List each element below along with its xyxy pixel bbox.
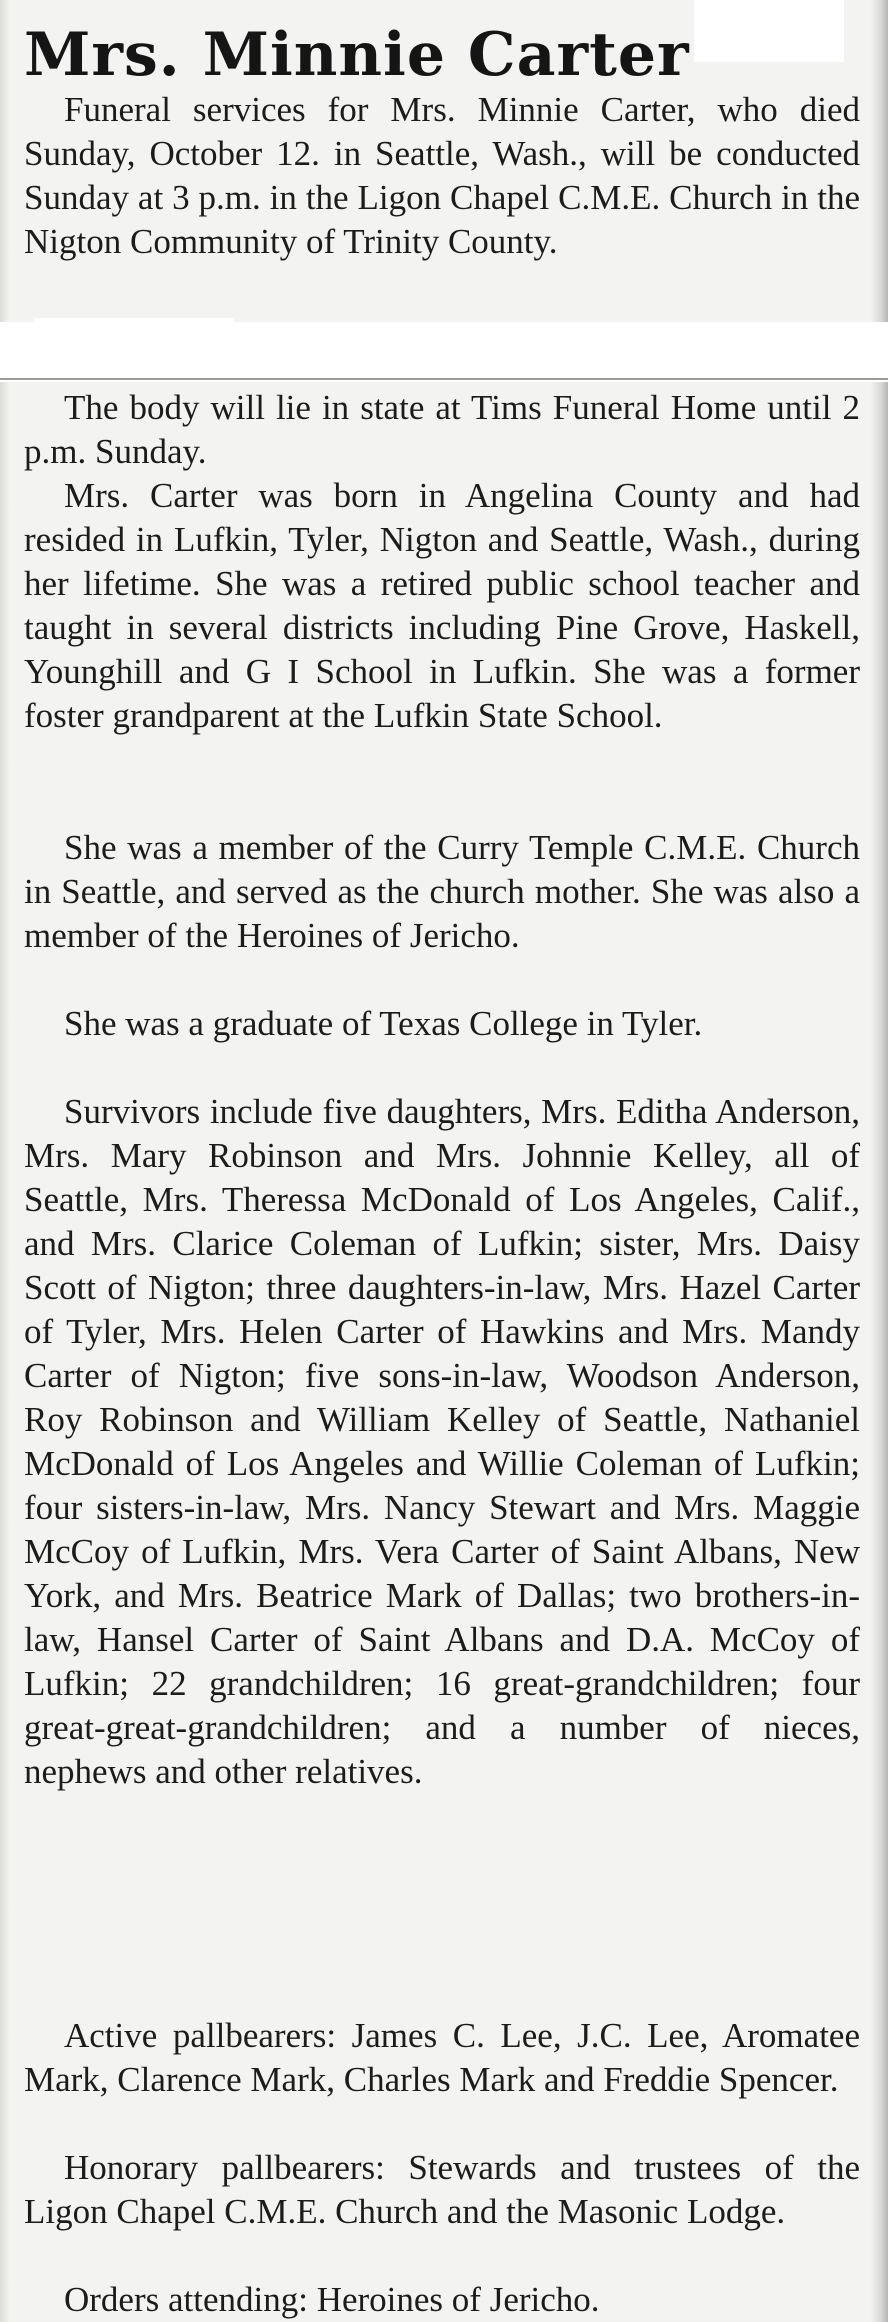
paragraph-funeral-services: Funeral services for Mrs. Minnie Carter, who died Sunday, October 12. in Seattle, Wash., will be conducted Sunday at 3 p.m. in the Ligon Chapel C.M.E. Church in the Nigton Community of Trinity County. xyxy=(24,90,860,261)
paragraph-orders-attending: Orders attending: Heroines of Jericho. xyxy=(64,2280,600,2319)
column-break-line xyxy=(0,378,888,380)
paragraph-education: She was a graduate of Texas College in Tyler. xyxy=(64,1004,703,1043)
paragraph-survivors: Survivors include five daughters, Mrs. Editha Anderson, Mrs. Mary Robinson and Mrs. Johnnie Kelley, all of Seattle, Mrs. Theressa McDonald of Los Angeles, Calif., and Mrs. Clarice Coleman of Lufkin; sister, Mrs. Daisy Scott of Nigton; three daughters-in-law, Mrs. Hazel Carter of Tyler, Mrs. Helen Carter of Hawkins and Mrs. Mandy Carter of Nigton; five sons-in-law, Woodson Anderson, Roy Robinson and William Kelley of Seattle, Nathaniel McDonald of Los Angeles and Willie Coleman of Lufkin; four sisters-in-law, Mrs. Nancy Stewart and Mrs. Maggie McCoy of Lufkin, Mrs. Vera Carter of Saint Albans, New York, and Mrs. Beatrice Mark of Dallas; two brothers-in-law, Hansel Carter of Saint Albans and D.A. McCoy of Lufkin; 22 grandchildren; 16 great-grandchildren; four great-great-grandchildren; and a number of nieces, nephews and other relatives. xyxy=(24,1092,860,1791)
scan-blank-patch-left xyxy=(34,318,234,380)
paragraph-honorary-pallbearers: Honorary pallbearers: Stewards and trustees of the Ligon Chapel C.M.E. Church and the Masonic Lodge. xyxy=(24,2148,860,2231)
obituary-headline: Mrs. Minnie Carter xyxy=(24,20,690,90)
scan-blank-patch-top xyxy=(694,0,844,62)
paragraph-church-membership: She was a member of the Curry Temple C.M.E. Church in Seattle, and served as the church mother. She was also a member of the Heroines of Jericho. xyxy=(24,828,860,955)
paragraph-biography: Mrs. Carter was born in Angelina County and had resided in Lufkin, Tyler, Nigton and Seattle, Wash., during her lifetime. She was a retired public school teacher and taught in several districts including Pine Grove, Haskell, Younghill and G I School in Lufkin. She was a former foster grandparent at the Lufkin State School. xyxy=(24,476,860,735)
paragraph-lie-in-state: The body will lie in state at Tims Funeral Home until 2 p.m. Sunday. xyxy=(24,388,860,471)
paragraph-active-pallbearers: Active pallbearers: James C. Lee, J.C. Lee, Aromatee Mark, Clarence Mark, Charles Mark and Freddie Spencer. xyxy=(24,2016,860,2099)
